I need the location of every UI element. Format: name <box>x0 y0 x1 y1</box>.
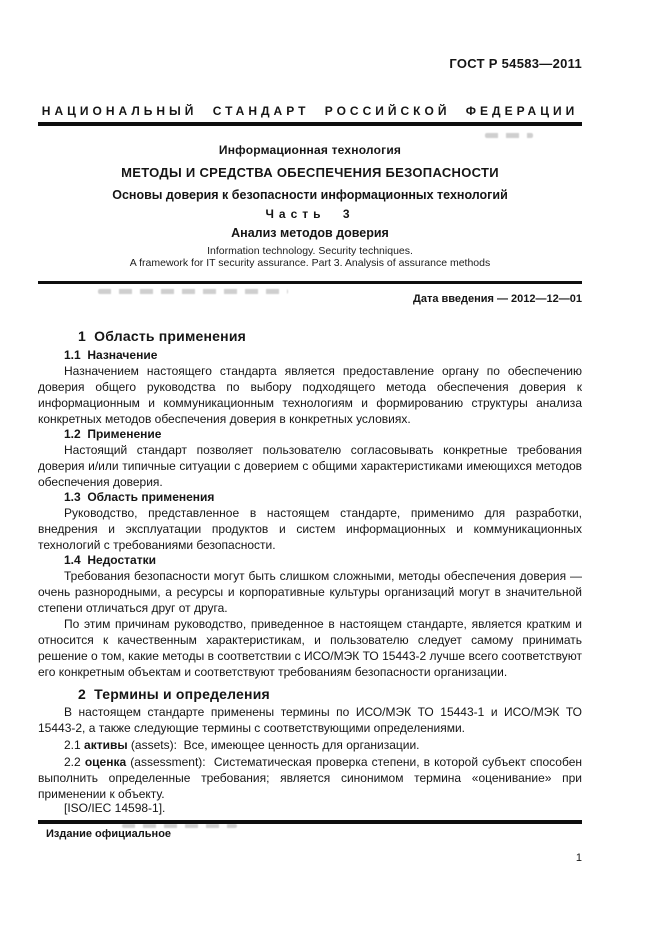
title-english-line2: A framework for IT security assurance. Part 3. Analysis of assurance methods <box>129 257 491 269</box>
clause-1-1-heading: 1.1 Назначение <box>64 348 158 362</box>
term-assets-word: активы <box>84 738 128 752</box>
term-assessment <box>38 754 586 802</box>
terms-intro-paragraph: В настоящем стандарте применены термины по ИСО/МЭК ТО 15443-1 и ИСО/МЭК ТО 15443-2, а также следующие термины с соответствующими определениями. <box>38 705 582 735</box>
section-1-heading: 1 Область применения <box>78 328 247 344</box>
title-part-label: Часть 3 <box>265 207 355 221</box>
term-assets-definition: (assets): Все, имеющее ценность для организации. <box>127 738 420 752</box>
clause-1-2-heading: 1.2 Применение <box>64 427 162 441</box>
iso-reference: [ISO/IEC 14598-1]. <box>64 801 166 815</box>
title-main: МЕТОДЫ И СРЕДСТВА ОБЕСПЕЧЕНИЯ БЕЗОПАСНОСТИ <box>121 165 499 180</box>
title-subtitle: Основы доверия к безопасности информационных технологий <box>112 188 508 202</box>
scan-artifact <box>485 133 533 138</box>
term-assets <box>38 737 582 753</box>
title-part-title: Анализ методов доверия <box>231 226 389 240</box>
title-rule <box>38 281 582 284</box>
doc-number: ГОСТ Р 54583—2011 <box>449 56 582 71</box>
section-2-heading: 2 Термины и определения <box>78 686 270 702</box>
term-assessment-definition: (assessment): Систематическая проверка степени, в которой субъект способен выполнить определенные требования; является синонимом термина «оценивание» при применении к объекту. <box>38 755 586 801</box>
clause-1-1-paragraph: Назначением настоящего стандарта является предоставление органу по обеспечению доверия общего руководства по выбору подходящего метода обеспечения доверия к информационным и коммуникационным технологиям и формированию структуры анализа конкретных методов обеспечения доверия в конкретных условиях. <box>38 364 582 426</box>
clause-1-3-heading: 1.3 Область применения <box>64 490 215 504</box>
title-english-line1: Information technology. Security techniques. <box>207 245 413 257</box>
national-standard-banner: НАЦИОНАЛЬНЫЙ СТАНДАРТ РОССИЙСКОЙ ФЕДЕРАЦИИ <box>41 104 579 118</box>
clause-1-2-paragraph: Настоящий стандарт позволяет пользователю согласовывать конкретные требования доверия и/или типичные ситуации с доверием с общими характеристиками имеющихся методов обеспечения доверия. <box>38 443 582 489</box>
term-assets-number: 2.1 <box>64 738 85 752</box>
term-assessment-word: оценка <box>84 755 127 769</box>
page-content <box>0 56 661 814</box>
banner-rule <box>38 122 582 126</box>
clause-1-4-paragraph-1: Требования безопасности могут быть слишком сложными, методы обеспечения доверия — очень разнородными, а ресурсы и корпоративные культуры организаций могут в значительной степени отличаться друг от друга. <box>38 569 582 615</box>
effective-date: Дата введения — 2012—12—01 <box>413 293 582 305</box>
page-number: 1 <box>575 852 582 864</box>
official-edition-label: Издание официальное <box>46 828 172 840</box>
clause-1-3-paragraph: Руководство, представленное в настоящем стандарте, применимо для разработки, внедрения и эксплуатации продуктов и систем информационных и коммуникационных технологий с требованиями безопасности. <box>38 506 582 552</box>
term-assessment-number: 2.2 <box>64 755 85 769</box>
title-subject: Информационная технология <box>218 143 402 157</box>
scan-artifact <box>98 289 288 294</box>
clause-1-4-paragraph-2: По этим причинам руководство, приведенное в настоящем стандарте, является кратким и относится к качественным характеристикам, и пользователю следует самому принимать решение о том, какие методы в соответствии с ИСО/МЭК ТО 15443-2 лучше всего соответствуют его конкретным объектам и соответствуют требованиям безопасности организации. <box>38 617 582 679</box>
clause-1-4-heading: 1.4 Недостатки <box>64 553 156 567</box>
footer-rule <box>38 820 582 824</box>
